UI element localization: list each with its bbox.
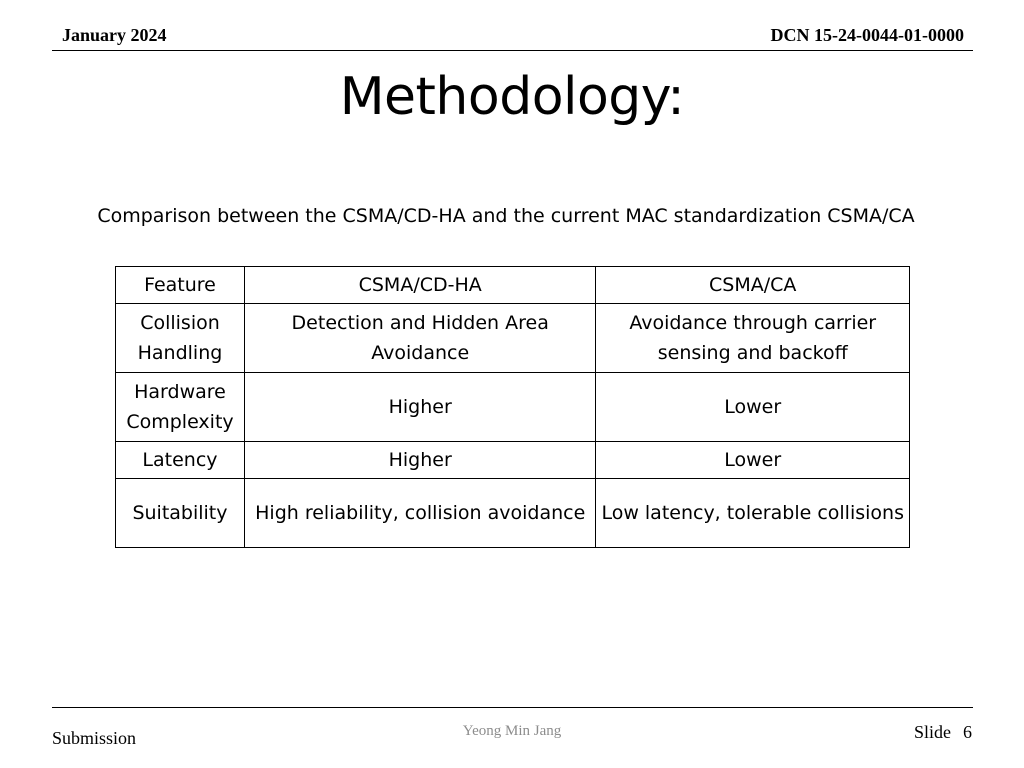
header-divider (52, 50, 973, 51)
document-id: DCN 15-24-0044-01-0000 (770, 25, 964, 45)
table-row (116, 479, 910, 548)
footer-author: Yeong Min Jang (462, 723, 562, 739)
comparison-table (115, 266, 910, 548)
header-date: January 2024 (62, 25, 167, 45)
slide-number: 6 (963, 722, 972, 742)
table-cell: Higher (244, 442, 595, 479)
footer-divider (52, 707, 973, 708)
table-cell: Avoidance through carrier sensing and backoff (596, 304, 910, 373)
table-cell: Higher (244, 373, 595, 442)
table-header-row (116, 267, 910, 304)
table-cell: Low latency, tolerable collisions (596, 479, 910, 548)
table-cell: Detection and Hidden Area Avoidance (244, 304, 595, 373)
table-cell: Collision Handling (116, 304, 245, 373)
table-row (116, 442, 910, 479)
table-cell: High reliability, collision avoidance (244, 479, 595, 548)
slide-title: Methodology: (339, 67, 685, 127)
slide-subtitle: Comparison between the CSMA/CD-HA and the current MAC standardization CSMA/CA (97, 205, 915, 227)
table-cell: Hardware Complexity (116, 373, 245, 442)
table-cell: Lower (596, 442, 910, 479)
table-cell: Latency (116, 442, 245, 479)
table-cell: Lower (596, 373, 910, 442)
table-row (116, 373, 910, 442)
table-header-cell: CSMA/CD-HA (244, 267, 595, 304)
table-cell: Suitability (116, 479, 245, 548)
table-row (116, 304, 910, 373)
slide-label: Slide (913, 722, 951, 742)
slide-number-label (914, 722, 972, 743)
table-header-cell: CSMA/CA (596, 267, 910, 304)
footer-submission: Submission (52, 728, 137, 748)
table-header-cell: Feature (116, 267, 245, 304)
